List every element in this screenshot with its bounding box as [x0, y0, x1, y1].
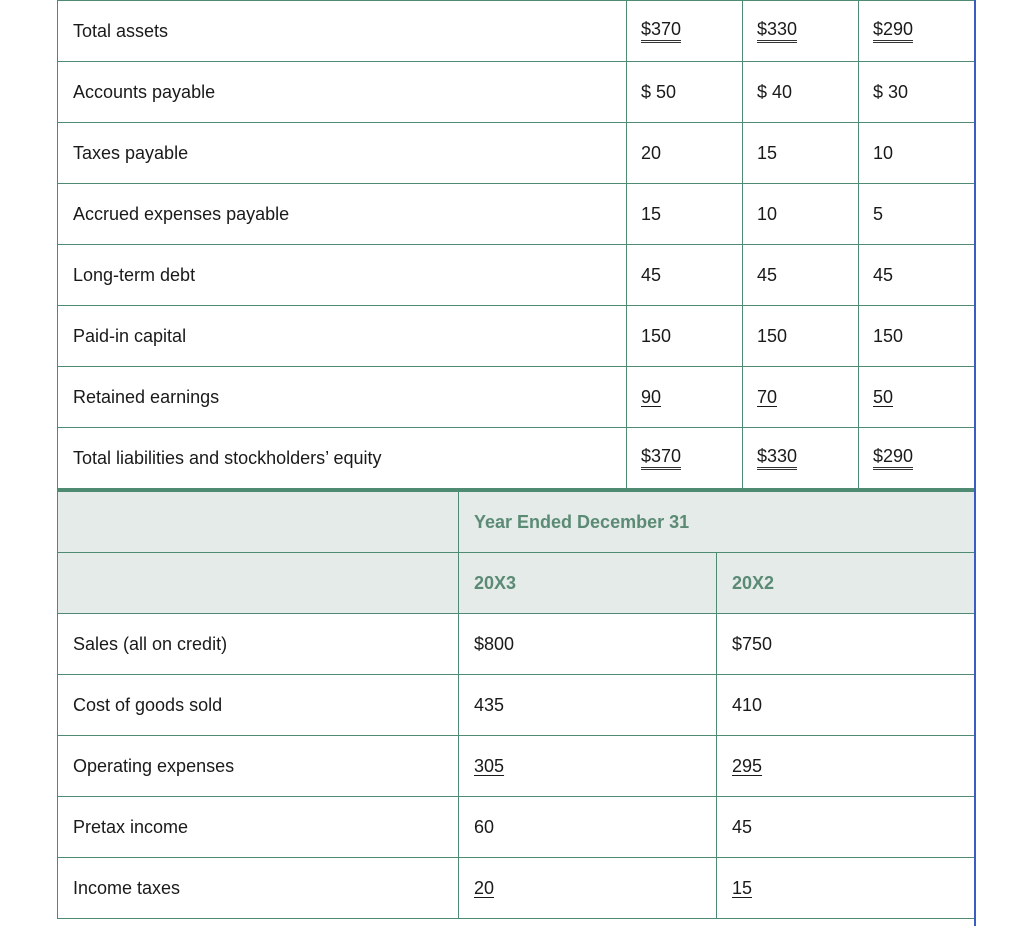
value-text: 150 — [641, 325, 672, 346]
value-text: $ 50 — [641, 81, 677, 102]
value-text: 10 — [873, 142, 894, 163]
value-cell — [459, 614, 717, 675]
period-header-row — [58, 491, 976, 553]
income-statement-row — [58, 675, 976, 736]
value-cell — [743, 184, 859, 245]
header-spacer — [58, 553, 459, 614]
row-label: Cost of goods sold — [58, 675, 459, 736]
balance-sheet-row — [58, 62, 976, 123]
header-spacer — [58, 491, 459, 553]
value-cell — [859, 367, 976, 428]
value-cell — [717, 675, 976, 736]
value-cell — [717, 858, 976, 919]
value-text: 20 — [474, 877, 495, 898]
value-text: 20 — [641, 142, 662, 163]
value-text: $ 40 — [757, 81, 793, 102]
value-cell — [627, 62, 743, 123]
value-cell — [859, 1, 976, 62]
value-text: 60 — [474, 816, 495, 837]
balance-sheet-row — [58, 123, 976, 184]
value-cell — [717, 797, 976, 858]
value-cell — [717, 614, 976, 675]
value-cell — [743, 428, 859, 489]
value-cell — [459, 736, 717, 797]
value-cell — [859, 62, 976, 123]
value-text: 45 — [732, 816, 753, 837]
value-cell — [859, 306, 976, 367]
value-text: 45 — [641, 264, 662, 285]
row-label: Long-term debt — [58, 245, 627, 306]
row-label: Paid-in capital — [58, 306, 627, 367]
value-text: $ 30 — [873, 81, 909, 102]
balance-sheet-row — [58, 1, 976, 62]
value-text: 90 — [641, 386, 662, 407]
value-text: 45 — [873, 264, 894, 285]
value-text: 15 — [732, 877, 753, 898]
year-header-20x3: 20X3 — [459, 553, 717, 614]
row-label: Accounts payable — [58, 62, 627, 123]
value-text: $800 — [474, 633, 515, 654]
row-label: Retained earnings — [58, 367, 627, 428]
value-cell — [459, 797, 717, 858]
value-text: 50 — [873, 386, 894, 407]
value-text: 435 — [474, 694, 505, 715]
year-header-row — [58, 553, 976, 614]
value-cell — [743, 123, 859, 184]
balance-sheet-row — [58, 306, 976, 367]
value-cell — [743, 367, 859, 428]
value-text: $290 — [873, 19, 913, 43]
row-label: Total assets — [58, 1, 627, 62]
value-text: $750 — [732, 633, 773, 654]
value-cell — [743, 245, 859, 306]
row-label: Income taxes — [58, 858, 459, 919]
value-text: $370 — [641, 19, 681, 43]
balance-sheet-row — [58, 245, 976, 306]
value-cell — [627, 367, 743, 428]
value-cell — [627, 184, 743, 245]
value-cell — [859, 245, 976, 306]
value-text: $330 — [757, 19, 797, 43]
value-text: 5 — [873, 203, 884, 224]
value-text: 70 — [757, 386, 778, 407]
value-text: 305 — [474, 755, 505, 776]
value-cell — [627, 123, 743, 184]
income-statement-row — [58, 797, 976, 858]
period-header: Year Ended December 31 — [459, 491, 976, 553]
row-label: Accrued expenses payable — [58, 184, 627, 245]
income-statement-row — [58, 858, 976, 919]
value-text: 295 — [732, 755, 763, 776]
value-text: $330 — [757, 446, 797, 470]
balance-sheet-table — [57, 0, 976, 489]
balance-sheet-row — [58, 367, 976, 428]
value-text: 15 — [757, 142, 778, 163]
value-text: 45 — [757, 264, 778, 285]
year-header-20x2: 20X2 — [717, 553, 976, 614]
value-cell — [627, 428, 743, 489]
value-text: 150 — [757, 325, 788, 346]
financial-statements — [57, 0, 974, 926]
value-cell — [627, 245, 743, 306]
value-text: 10 — [757, 203, 778, 224]
value-cell — [859, 184, 976, 245]
row-label: Operating expenses — [58, 736, 459, 797]
value-text: 15 — [641, 203, 662, 224]
value-text: 150 — [873, 325, 904, 346]
value-cell — [743, 62, 859, 123]
value-text: 410 — [732, 694, 763, 715]
value-cell — [717, 736, 976, 797]
value-cell — [859, 123, 976, 184]
balance-sheet-row — [58, 428, 976, 489]
value-cell — [459, 858, 717, 919]
value-cell — [743, 306, 859, 367]
row-label: Taxes payable — [58, 123, 627, 184]
value-cell — [459, 675, 717, 736]
value-cell — [627, 306, 743, 367]
value-text: $290 — [873, 446, 913, 470]
income-statement-row — [58, 736, 976, 797]
balance-sheet-row — [58, 184, 976, 245]
income-statement-table — [57, 489, 976, 919]
value-cell — [859, 428, 976, 489]
row-label: Sales (all on credit) — [58, 614, 459, 675]
value-text: $370 — [641, 446, 681, 470]
value-cell — [743, 1, 859, 62]
right-border-rule — [974, 0, 976, 926]
row-label: Pretax income — [58, 797, 459, 858]
value-cell — [627, 1, 743, 62]
income-statement-row — [58, 614, 976, 675]
row-label: Total liabilities and stockholders’ equity — [58, 428, 627, 489]
